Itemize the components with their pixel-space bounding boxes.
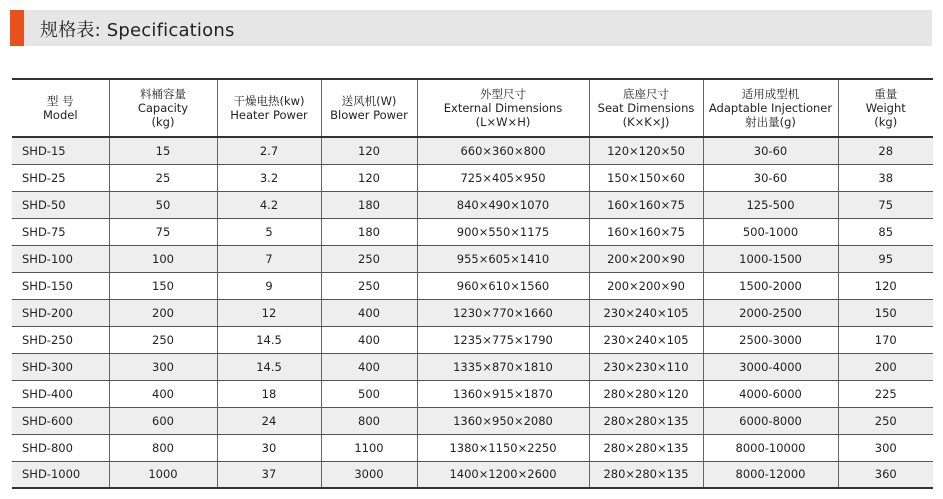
cell-external-dimensions: 960×610×1560 (417, 272, 589, 299)
cell-model: SHD-800 (12, 434, 109, 461)
cell-weight: 170 (838, 326, 933, 353)
cell-heater-power: 24 (217, 407, 321, 434)
cell-blower-power: 120 (321, 164, 417, 191)
cell-seat-dimensions: 230×230×110 (589, 353, 703, 380)
cell-external-dimensions: 1380×1150×2250 (417, 434, 589, 461)
cell-seat-dimensions: 200×200×90 (589, 245, 703, 272)
cell-seat-dimensions: 150×150×60 (589, 164, 703, 191)
cell-seat-dimensions: 230×240×105 (589, 326, 703, 353)
column-header-line: (kg) (874, 115, 898, 129)
column-header-line: 型 号 (46, 94, 74, 108)
cell-heater-power: 14.5 (217, 326, 321, 353)
cell-heater-power: 3.2 (217, 164, 321, 191)
cell-adaptable-injectioner: 8000-10000 (703, 434, 838, 461)
specifications-table (12, 78, 933, 489)
cell-capacity: 200 (109, 299, 217, 326)
cell-adaptable-injectioner: 6000-8000 (703, 407, 838, 434)
cell-blower-power: 400 (321, 326, 417, 353)
cell-model: SHD-150 (12, 272, 109, 299)
cell-blower-power: 120 (321, 137, 417, 164)
table-body (12, 137, 933, 488)
cell-blower-power: 180 (321, 191, 417, 218)
cell-heater-power: 4.2 (217, 191, 321, 218)
cell-external-dimensions: 900×550×1175 (417, 218, 589, 245)
cell-blower-power: 180 (321, 218, 417, 245)
table-row (12, 164, 933, 191)
cell-weight: 28 (838, 137, 933, 164)
column-header-line: 底座尺寸 (623, 87, 669, 101)
cell-external-dimensions: 1235×775×1790 (417, 326, 589, 353)
cell-adaptable-injectioner: 4000-6000 (703, 380, 838, 407)
table-row (12, 326, 933, 353)
cell-seat-dimensions: 120×120×50 (589, 137, 703, 164)
cell-blower-power: 1100 (321, 434, 417, 461)
cell-heater-power: 2.7 (217, 137, 321, 164)
cell-adaptable-injectioner: 1500-2000 (703, 272, 838, 299)
cell-blower-power: 3000 (321, 461, 417, 488)
cell-weight: 225 (838, 380, 933, 407)
cell-weight: 250 (838, 407, 933, 434)
column-header-line: (kg) (151, 115, 175, 129)
cell-heater-power: 30 (217, 434, 321, 461)
cell-weight: 150 (838, 299, 933, 326)
table-row (12, 299, 933, 326)
cell-external-dimensions: 955×605×1410 (417, 245, 589, 272)
cell-seat-dimensions: 280×280×120 (589, 380, 703, 407)
cell-external-dimensions: 1400×1200×2600 (417, 461, 589, 488)
column-header-line: (K×K×J) (622, 115, 670, 129)
header-accent-bar (10, 10, 24, 46)
cell-weight: 360 (838, 461, 933, 488)
column-header-line: 干燥电热(kw) (233, 94, 305, 108)
cell-capacity: 1000 (109, 461, 217, 488)
table-row (12, 218, 933, 245)
cell-capacity: 75 (109, 218, 217, 245)
cell-external-dimensions: 1360×950×2080 (417, 407, 589, 434)
table-row (12, 245, 933, 272)
cell-heater-power: 14.5 (217, 353, 321, 380)
cell-heater-power: 9 (217, 272, 321, 299)
cell-weight: 300 (838, 434, 933, 461)
cell-adaptable-injectioner: 2000-2500 (703, 299, 838, 326)
cell-capacity: 100 (109, 245, 217, 272)
cell-model: SHD-15 (12, 137, 109, 164)
cell-external-dimensions: 1360×915×1870 (417, 380, 589, 407)
column-header-line: 射出量(g) (745, 115, 796, 129)
column-header-adaptable-injectioner (703, 79, 838, 137)
column-header-heater-power (217, 79, 321, 137)
cell-adaptable-injectioner: 3000-4000 (703, 353, 838, 380)
cell-blower-power: 800 (321, 407, 417, 434)
cell-seat-dimensions: 280×280×135 (589, 461, 703, 488)
column-header-line: 料桶容量 (140, 87, 186, 101)
cell-adaptable-injectioner: 8000-12000 (703, 461, 838, 488)
cell-heater-power: 12 (217, 299, 321, 326)
cell-adaptable-injectioner: 125-500 (703, 191, 838, 218)
cell-seat-dimensions: 160×160×75 (589, 191, 703, 218)
cell-blower-power: 500 (321, 380, 417, 407)
cell-external-dimensions: 725×405×950 (417, 164, 589, 191)
column-header-weight (838, 79, 933, 137)
column-header-line: Weight (865, 101, 906, 115)
column-header-line: Seat Dimensions (597, 101, 695, 115)
cell-adaptable-injectioner: 500-1000 (703, 218, 838, 245)
cell-heater-power: 37 (217, 461, 321, 488)
table-row (12, 434, 933, 461)
cell-model: SHD-1000 (12, 461, 109, 488)
cell-seat-dimensions: 200×200×90 (589, 272, 703, 299)
cell-capacity: 150 (109, 272, 217, 299)
column-header-line: Model (42, 108, 78, 122)
cell-weight: 38 (838, 164, 933, 191)
table-row (12, 137, 933, 164)
cell-external-dimensions: 660×360×800 (417, 137, 589, 164)
column-header-blower-power (321, 79, 417, 137)
table-header-row (12, 79, 933, 137)
cell-model: SHD-300 (12, 353, 109, 380)
column-header-line: Capacity (137, 101, 189, 115)
column-header-line: 适用成型机 (741, 87, 800, 101)
cell-adaptable-injectioner: 30-60 (703, 137, 838, 164)
table-row (12, 191, 933, 218)
column-header-line: 重量 (874, 87, 898, 101)
cell-seat-dimensions: 160×160×75 (589, 218, 703, 245)
cell-capacity: 250 (109, 326, 217, 353)
cell-model: SHD-200 (12, 299, 109, 326)
column-header-line: 外型尺寸 (480, 87, 526, 101)
section-title: 规格表: Specifications (40, 20, 235, 41)
cell-model: SHD-50 (12, 191, 109, 218)
cell-model: SHD-400 (12, 380, 109, 407)
column-header-seat-dimensions (589, 79, 703, 137)
column-header-line: Heater Power (230, 108, 308, 122)
column-header-model (12, 79, 109, 137)
cell-capacity: 300 (109, 353, 217, 380)
cell-model: SHD-25 (12, 164, 109, 191)
table-row (12, 353, 933, 380)
column-header-line: Adaptable Injectioner (708, 101, 833, 115)
cell-weight: 95 (838, 245, 933, 272)
cell-model: SHD-100 (12, 245, 109, 272)
cell-capacity: 400 (109, 380, 217, 407)
cell-model: SHD-250 (12, 326, 109, 353)
cell-adaptable-injectioner: 2500-3000 (703, 326, 838, 353)
column-header-external-dimensions (417, 79, 589, 137)
cell-adaptable-injectioner: 30-60 (703, 164, 838, 191)
cell-capacity: 800 (109, 434, 217, 461)
cell-blower-power: 250 (321, 272, 417, 299)
cell-external-dimensions: 1230×770×1660 (417, 299, 589, 326)
cell-capacity: 50 (109, 191, 217, 218)
cell-model: SHD-600 (12, 407, 109, 434)
cell-weight: 85 (838, 218, 933, 245)
cell-adaptable-injectioner: 1000-1500 (703, 245, 838, 272)
table-row (12, 461, 933, 488)
table-row (12, 380, 933, 407)
cell-blower-power: 400 (321, 353, 417, 380)
cell-heater-power: 18 (217, 380, 321, 407)
table-row (12, 272, 933, 299)
cell-weight: 120 (838, 272, 933, 299)
column-header-line: Blower Power (330, 108, 408, 122)
section-header (10, 10, 932, 46)
column-header-line: External Dimensions (443, 101, 563, 115)
cell-capacity: 600 (109, 407, 217, 434)
column-header-line: (L×W×H) (475, 115, 531, 129)
cell-capacity: 15 (109, 137, 217, 164)
cell-blower-power: 400 (321, 299, 417, 326)
cell-external-dimensions: 1335×870×1810 (417, 353, 589, 380)
cell-blower-power: 250 (321, 245, 417, 272)
cell-external-dimensions: 840×490×1070 (417, 191, 589, 218)
cell-capacity: 25 (109, 164, 217, 191)
column-header-line: 送风机(W) (341, 94, 397, 108)
cell-seat-dimensions: 280×280×135 (589, 407, 703, 434)
cell-model: SHD-75 (12, 218, 109, 245)
cell-seat-dimensions: 230×240×105 (589, 299, 703, 326)
cell-seat-dimensions: 280×280×135 (589, 434, 703, 461)
cell-weight: 75 (838, 191, 933, 218)
column-header-capacity (109, 79, 217, 137)
cell-weight: 200 (838, 353, 933, 380)
table-row (12, 407, 933, 434)
cell-heater-power: 7 (217, 245, 321, 272)
cell-heater-power: 5 (217, 218, 321, 245)
